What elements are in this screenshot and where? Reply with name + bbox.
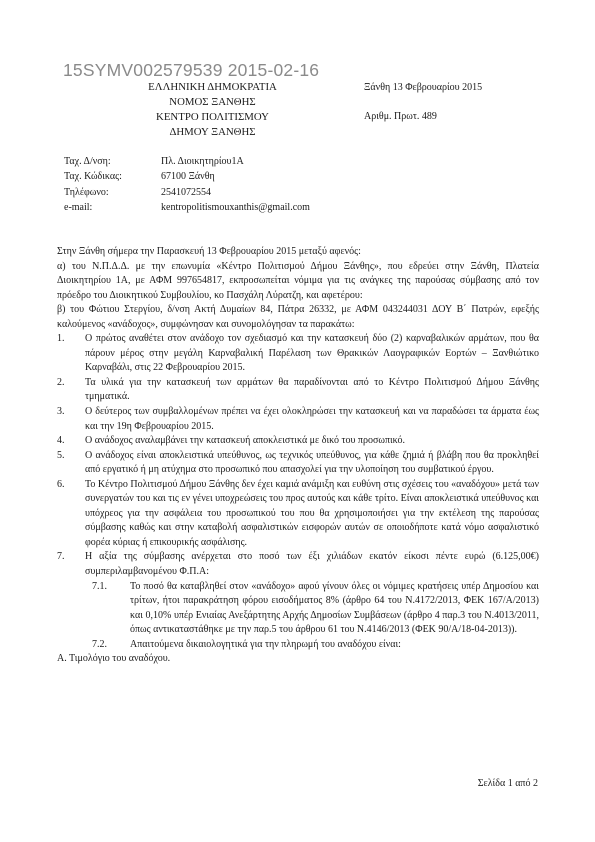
clause-number: 3. (57, 406, 65, 418)
clause-number: 7. (57, 551, 65, 563)
contract-body (57, 245, 539, 667)
contact-row (64, 200, 310, 215)
email-link[interactable]: kentropolitismouxanthis@gmail.com (161, 202, 310, 214)
date-block (364, 80, 482, 124)
intro-paragraph: Στην Ξάνθη σήμερα την Παρασκευή 13 Φεβρουαρίου 2015 μεταξύ αφενός: (57, 246, 361, 257)
protocol-number: Αριθμ. Πρωτ. 489 (364, 111, 437, 122)
clause (57, 550, 539, 579)
clause-number: 2. (57, 376, 65, 388)
document-watermark: 15SYMV002579539 2015-02-16 (63, 60, 320, 80)
issuer-line: ΕΛΛΗΝΙΚΗ ΔΗΜΟΚΡΑΤΙΑ (148, 81, 277, 93)
contact-value: Πλ. Διοικητηρίου1Α (161, 156, 244, 167)
page-number: Σελίδα 1 από 2 (477, 778, 538, 789)
clause-text: Ο δεύτερος των συμβαλλομένων πρέπει να έχει ολοκληρώσει την κατασκευή και να παραδώσει τα άρματα έως και την 19η Φεβρουαρίου 2015. (85, 406, 539, 432)
issuer-line: ΔΗΜΟΥ ΞΑΝΘΗΣ (169, 126, 256, 138)
clause-number: 6. (57, 478, 65, 490)
clause-text: Ο ανάδοχος είναι αποκλειστικά υπεύθυνος, ως τεχνικός υπεύθυνος, για κάθε ζημιά ή βλάβη που θα προκληθεί από εργατικό ή μη ατύχημα στο προσωπικό που απασχολεί για την υλοποίηση του συμβατικού έργου. (85, 449, 539, 476)
subclause-number: 7.2. (92, 638, 107, 650)
clause-text: Το Κέντρο Πολιτισμού Δήμου Ξάνθης δεν έχει καμιά ανάμιξη και ευθύνη στις σχέσεις του «αναδόχου» μετά των συνεργατών του και τις εν γένει υποχρεώσεις του προς αυτούς και κάθε τρίτο. Είναι αποκλειστικά υπεύθυνος και υπόχρεος για την ασφάλεια του προσωπικού του που θα χρησιμοποιήσει για την εκτέλεση της παρούσας σύμβασης καθώς και στην καταβολή ασφαλιστικών εισφορών αυτών σε οποιοδήποτε κατά νόμο ασφαλιστικό φορέα κύριας ή επικουρικής ασφάλισης. (85, 478, 539, 548)
document-date: Ξάνθη 13 Φεβρουαρίου 2015 (364, 82, 483, 93)
contact-label: Ταχ. Κώδικας: (64, 171, 122, 183)
subclause (92, 580, 539, 638)
clause (57, 434, 539, 449)
issuer-line: ΝΟΜΟΣ ΞΑΝΘΗΣ (169, 96, 256, 108)
contact-value: 2541072554 (161, 186, 211, 198)
clause (57, 449, 539, 478)
contact-label: Ταχ. Δ/νση: (64, 156, 111, 167)
contact-value: 67100 Ξάνθη (161, 171, 215, 183)
subclause-text: Το ποσό θα καταβληθεί στον «ανάδοχο» αφού γίνουν όλες οι νόμιμες κρατήσεις υπέρ Δημοσίου και τρίτων, ήτοι παρακράτηση φόρου εισοδήματος 8% (άρθρο 64 του Ν.4172/2013, ΦΕΚ 167/Α/2013) και 0,10% υπέρ Ενιαίας Ανεξάρτητης Αρχής Δημοσίων Συμβάσεων (άρθρο 4 παρ.3 του Ν.4013/2011, όπως αντικαταστάθηκε με την παρ.5 του άρθρου 61 του Ν.4146/2013 (ΦΕΚ 90/Α/18-04-2013)). (130, 580, 539, 636)
contact-label: e-mail: (64, 202, 93, 214)
clause (57, 376, 539, 405)
contact-label: Τηλέφωνο: (64, 186, 109, 198)
clause (57, 478, 539, 551)
clause (57, 332, 539, 376)
clause-number: 1. (57, 333, 65, 345)
clause-text: Τα υλικά για την κατασκευή των αρμάτων θα παραδίνονται από το Κέντρο Πολιτισμού Δήμου Ξάνθης τμηματικά. (85, 376, 539, 403)
issuer-header (120, 80, 305, 140)
contact-row (64, 185, 310, 200)
contact-row (64, 154, 310, 169)
required-document-item: Α. Τιμολόγιο του αναδόχου. (57, 653, 171, 665)
clause-text: Η αξία της σύμβασης ανέρχεται στο ποσό των έξι χιλιάδων εκατόν είκοσι πέντε ευρώ (6.125,00€) συμπεριλαμβανομένου Φ.Π.Α: (85, 551, 539, 578)
subclause-text: Απαιτούμενα δικαιολογητικά για την πληρωμή του αναδόχου είναι: (130, 638, 401, 650)
clause-text: Ο ανάδοχος αναλαμβάνει την κατασκευή αποκλειστικά με δικό του προσωπικό. (85, 435, 406, 447)
clause (57, 405, 539, 434)
party-b-paragraph: β) του Φώτιου Στεργίου, δ/νση Ακτή Δυμαίων 84, Πάτρα 26332, με ΑΦΜ 043244031 ΔΟΥ Β΄ Πατρών, εφεξής καλούμενος «ανάδοχος», συμφώνησαν και συνομολόγησαν τα παρακάτω: (57, 304, 539, 330)
clause-text: Ο πρώτος αναθέτει στον ανάδοχο τον σχεδιασμό και την κατασκευή δύο (2) καρναβαλικών αρμάτων, που θα πάρουν μέρος στην μεγάλη Καρναβαλική Παρέλαση των Θρακικών Λαογραφικών Εορτών – Ξανθιώτικο Καρναβάλι, στις 22 Φεβρουαρίου 2015. (85, 333, 539, 374)
issuer-line: ΚΕΝΤΡΟ ΠΟΛΙΤΙΣΜΟΥ (156, 111, 269, 123)
clause-number: 4. (57, 435, 65, 447)
contact-row (64, 169, 310, 184)
subclause-number: 7.1. (92, 580, 107, 592)
contact-details (64, 154, 310, 216)
clause-number: 5. (57, 449, 65, 461)
subclause (92, 638, 539, 653)
party-a-paragraph: α) του Ν.Π.Δ.Δ. με την επωνυμία «Κέντρο Πολιτισμού Δήμου Ξάνθης», που εδρεύει στην Ξάνθη, Πλατεία Διοικητηρίου 1Α, με ΑΦΜ 997654817, εκπροσωπείται νόμιμα για τις ανάγκες της παρούσας σύμβασης από τον πρόεδρο του Διοικητικού Συμβουλίου, κο Πασχάλη Λύρατζη, και αφετέρου: (57, 260, 539, 301)
